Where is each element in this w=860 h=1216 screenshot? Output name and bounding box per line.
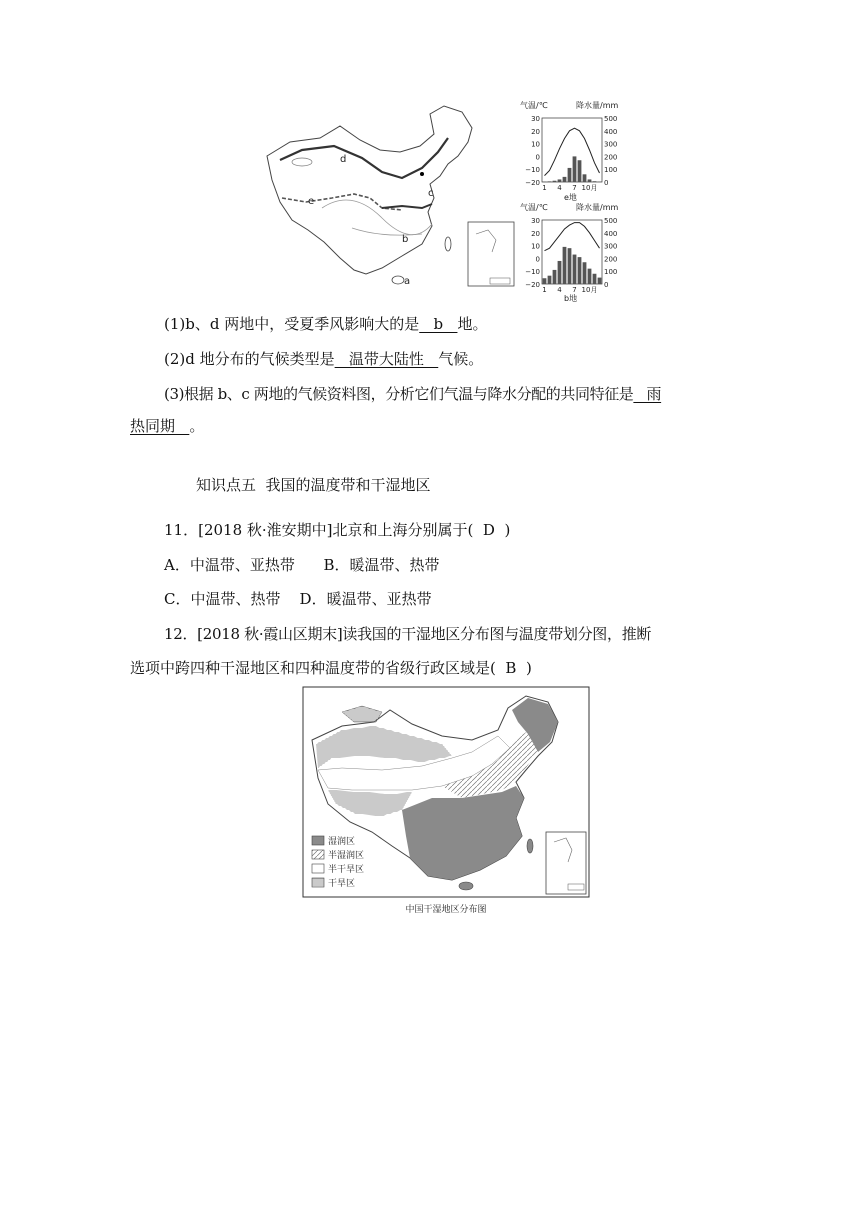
chart-b-x-tick: 1	[542, 286, 547, 294]
chart-e-right-tick: 100	[604, 166, 618, 175]
beijing-dot	[420, 172, 424, 176]
south-sea-inset	[468, 222, 514, 286]
chart-b-caption: b地	[564, 294, 578, 303]
chart-e-bar	[573, 156, 577, 182]
chart-e-x-ticks	[542, 184, 597, 192]
china-outline	[267, 106, 472, 274]
chart-e-right-tick: 400	[604, 127, 618, 136]
chart-e-left-tick: 30	[531, 115, 540, 123]
chart-b-bar	[583, 262, 587, 284]
chart-b-bar	[553, 270, 557, 284]
q11-stem: 11．[2018 秋·淮安期中]北京和上海分别属于( D )	[164, 521, 511, 539]
hainan-island	[392, 276, 404, 284]
chart-b-right-tick: 0	[604, 281, 609, 289]
chart-b-temp-label: 气温/℃	[520, 203, 548, 212]
chart-e-x-tick: 10月	[581, 184, 598, 192]
chart-b-temp-line	[545, 223, 600, 251]
chart-e-frame	[542, 118, 602, 182]
legend-label-arid: 干旱区	[328, 879, 356, 889]
chart-e	[520, 100, 618, 202]
map-label-e: e	[308, 196, 315, 207]
section-title: 知识点五 我国的温度带和干湿地区	[196, 476, 431, 494]
chart-b-left-tick: −10	[525, 268, 540, 277]
chart-e-bar	[553, 181, 557, 182]
legend-label-semi-humid: 半湿润区	[328, 851, 365, 861]
question-1	[164, 314, 487, 334]
chart-b-bar	[568, 248, 572, 284]
figure2-caption: 中国干湿地区分布图	[405, 905, 487, 915]
chart-b-left-tick: 10	[531, 242, 540, 251]
chart-b-left-ticks	[525, 217, 540, 289]
chart-e-right-tick: 500	[604, 115, 618, 123]
chart-e-temp-label: 气温/℃	[520, 101, 548, 110]
chart-e-x-tick: 7	[572, 184, 577, 192]
chart-b-right-tick: 300	[604, 242, 618, 251]
chart-b-right-tick: 500	[604, 217, 618, 225]
question-3-line2	[130, 416, 204, 436]
chart-b-bar	[578, 257, 582, 284]
q3-text: (3)根据 b、c 两地的气候资料图，分析它们气温与降水分配的共同特征是	[164, 385, 634, 403]
chart-b-x-ticks	[542, 286, 597, 294]
chart-e-left-tick: 10	[531, 140, 540, 149]
chart-b-right-tick: 400	[604, 229, 618, 238]
taiwan-island	[445, 237, 451, 251]
q11-options-cd: C．中温带、热带 D．暖温带、亚热带	[164, 590, 432, 608]
q1-answer: b	[419, 315, 458, 333]
taiwan	[527, 839, 533, 853]
lake	[292, 158, 312, 166]
map-label-b: b	[402, 234, 409, 245]
q3-answer-part1: 雨	[633, 385, 662, 403]
chart-e-bar	[583, 174, 587, 182]
chart-e-bars	[543, 156, 602, 182]
chart-b-precip-label: 降水量/mm	[576, 203, 619, 212]
q3-suffix: 。	[189, 417, 205, 435]
hainan	[459, 882, 473, 890]
figure-climate-map	[262, 98, 642, 304]
legend-swatch-semi-arid	[312, 864, 324, 873]
chart-e-right-tick: 300	[604, 140, 618, 149]
map-label-c: c	[428, 188, 434, 199]
chart-b-bars	[543, 247, 602, 284]
chart-b-x-tick: 7	[572, 286, 577, 294]
legend-label-semi-arid: 半干旱区	[328, 865, 365, 875]
chart-e-precip-label: 降水量/mm	[576, 101, 619, 110]
chart-e-x-tick: 4	[557, 184, 562, 192]
chart-e-bar	[548, 181, 552, 182]
chart-b-bar	[563, 247, 567, 284]
q3-answer-part2: 热同期	[130, 417, 190, 435]
chart-e-right-ticks	[604, 115, 617, 187]
chart-b-right-tick: 100	[604, 268, 618, 277]
chart-e-x-tick: 1	[542, 184, 547, 192]
chart-b-bar	[593, 274, 597, 284]
chart-e-bar	[558, 179, 562, 182]
legend-swatch-humid	[312, 836, 324, 845]
q12-stem-line1: 12．[2018 秋·霞山区期末]读我国的干湿地区分布图与温度带划分图，推断	[164, 625, 652, 643]
chart-e-temp-line	[545, 128, 600, 175]
q11-options-ab: A．中温带、亚热带 B．暖温带、热带	[164, 556, 440, 574]
chart-b-bar	[573, 255, 577, 284]
chart-e-bar	[568, 168, 572, 182]
chart-b-x-tick: 10月	[581, 286, 598, 294]
q2-suffix: 气候。	[438, 350, 484, 368]
chart-b-bar	[558, 261, 562, 284]
chart-b-left-tick: 20	[531, 229, 540, 238]
chart-e-bar	[593, 181, 597, 182]
chart-e-left-tick: 0	[535, 153, 540, 162]
chart-e-bar	[578, 160, 582, 182]
q2-text: (2)d 地分布的气候类型是	[164, 350, 335, 368]
chart-b-right-tick: 200	[604, 255, 618, 264]
chart-b-bar	[588, 269, 592, 284]
chart-b-x-tick: 4	[557, 286, 562, 294]
q12-stem-line2: 选项中跨四种干湿地区和四种温度带的省级行政区域是( B )	[130, 659, 532, 677]
chart-e-left-tick: 20	[531, 127, 540, 136]
dry-wet-map-svg	[302, 686, 590, 918]
q1-text: (1)b、d 两地中，受夏季风影响大的是	[164, 315, 420, 333]
chart-e-left-ticks	[525, 115, 540, 187]
chart-b-left-tick: 30	[531, 217, 540, 225]
climate-map-svg	[262, 98, 642, 304]
q2-answer: 温带大陆性	[334, 350, 439, 368]
chart-b-left-tick: −20	[525, 281, 540, 289]
chart-e-right-tick: 0	[604, 179, 609, 187]
map-label-d: d	[340, 154, 347, 165]
chart-b-right-ticks	[604, 217, 617, 289]
chart-e-left-tick: −10	[525, 166, 540, 175]
question-2	[164, 349, 483, 369]
chart-e-bar	[588, 179, 592, 182]
map-label-a: a	[404, 276, 411, 287]
q1-suffix: 地。	[457, 315, 488, 333]
chart-e-right-tick: 200	[604, 153, 618, 162]
figure-dry-wet-map	[302, 686, 590, 918]
legend-swatch-semi-humid	[312, 850, 324, 859]
chart-b-bar	[543, 278, 547, 284]
chart-b	[520, 202, 618, 303]
legend-swatch-arid	[312, 878, 324, 887]
legend-label-humid: 湿润区	[328, 837, 356, 847]
chart-b-bar	[548, 276, 552, 284]
chart-e-left-tick: −20	[525, 179, 540, 187]
chart-b-bar	[598, 278, 602, 284]
chart-e-bar	[563, 177, 567, 182]
chart-b-left-tick: 0	[535, 255, 540, 264]
question-3-line1	[164, 384, 661, 404]
chart-e-caption: e地	[564, 193, 577, 202]
